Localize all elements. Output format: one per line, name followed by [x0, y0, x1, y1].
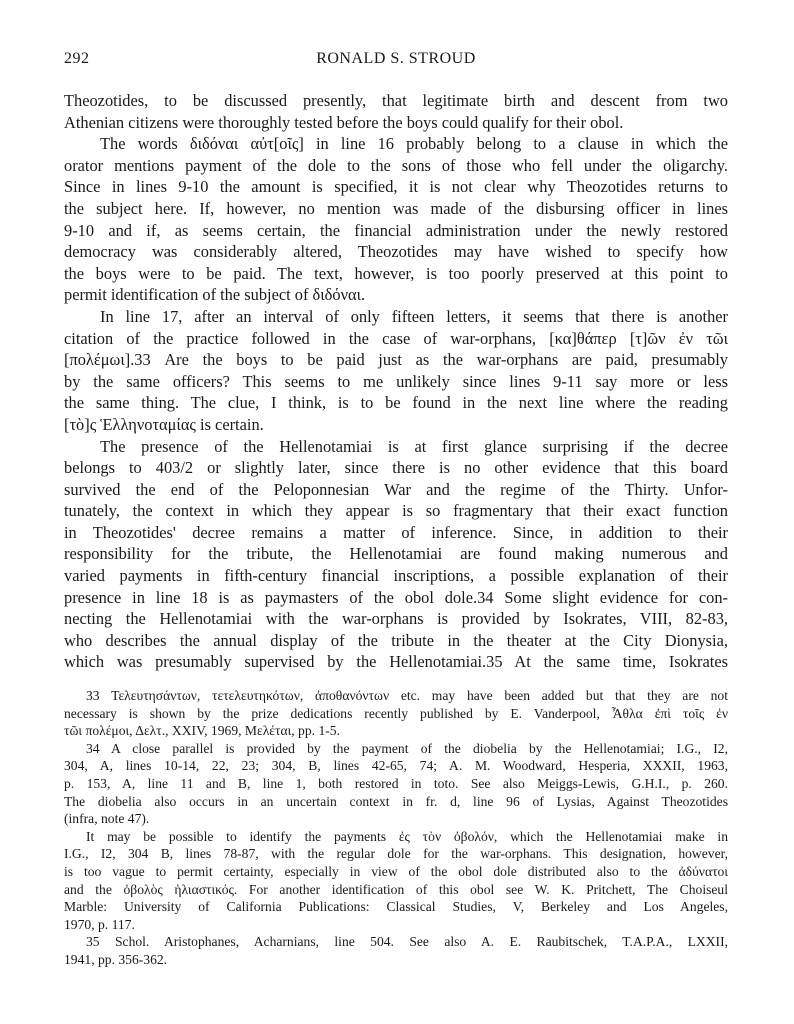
text-line: who describes the annual display of the tribute in the theater at the City Dionysia,	[64, 630, 728, 650]
footnote-line: necessary is shown by the prize dedications recently published by E. Vanderpool, Ἆθλα ἐπὶ τοῖς ἐν	[64, 705, 728, 721]
footnote-line: 1970, p. 117.	[64, 916, 135, 932]
paragraph	[64, 306, 728, 436]
text-line: the same thing. The clue, I think, is to be found in the next line where the reading	[64, 393, 728, 413]
footnote-line: 33 Τελευτησάντων, τετελευτηκότων, ἀποθανόντων etc. may have been added but that they are not	[86, 688, 728, 704]
text-line: survived the end of the Peloponnesian War and the regime of the Thirty. Unfor-	[64, 479, 728, 499]
text-line: permit identification of the subject of διδόναι.	[64, 285, 366, 305]
text-line: In line 17, after an interval of only fifteen letters, it seems that there is another	[100, 306, 728, 326]
footnote-line: 304, A, lines 10-14, 22, 23; 304, B, lines 42-65, 74; A. M. Woodward, Hesperia, XXXII, 1963,	[64, 758, 728, 774]
footnote-line: p. 153, A, line 11 and B, line 1, both restored in toto. See also Meiggs-Lewis, G.H.I., p. 260.	[64, 776, 728, 791]
footnote-line: I.G., I2, 304 B, lines 78-87, with the regular dole for the war-orphans. This designation, however,	[64, 846, 728, 862]
text-line: The words διδόναι αὐτ[οῖς] in line 16 probably belong to a clause in which the	[100, 134, 728, 154]
footnote-line: It may be possible to identify the payments ἐς τὸν ὀβολόν, which the Hellenotamiai make in	[86, 828, 728, 844]
footnote-line: is too vague to permit certainty, especially in view of the obol dole distributed also to the ἀδύνατοι	[64, 863, 728, 879]
footnotes	[64, 687, 728, 969]
text-line: responsibility for the tribute, the Hellenotamiai are found making numerous and	[64, 544, 728, 564]
text-line: varied payments in fifth-century financial inscriptions, a possible explanation of their	[64, 566, 728, 586]
footnote-line: Marble: University of California Publications: Classical Studies, V, Berkeley and Los Angeles,	[64, 899, 728, 915]
text-line: belongs to 403/2 or slightly later, since there is no other evidence that this board	[64, 458, 728, 478]
text-line: necting the Hellenotamiai with the war-orphans is provided by Isokrates, VIII, 82-83,	[64, 609, 728, 629]
text-line: [πολέμωι].33 Are the boys to be paid just as the war-orphans are paid, presumably	[64, 350, 728, 370]
page-number: 292	[64, 50, 90, 67]
paragraph	[64, 133, 728, 306]
body-text	[64, 90, 728, 673]
running-header	[64, 50, 728, 76]
text-line: the subject here. If, however, no mention was made of the disbursing officer in lines	[64, 198, 728, 218]
text-line: [τὸ]ς Ἑλληνοταμίας is certain.	[64, 414, 264, 434]
footnote-line: (infra, note 47).	[64, 811, 150, 827]
journal-page	[64, 50, 728, 969]
text-line: which was presumably supervised by the Hellenotamiai.35 At the same time, Isokrates	[64, 652, 728, 672]
footnote-line: 35 Schol. Aristophanes, Acharnians, line 504. See also A. E. Raubitschek, T.A.P.A., LXXII,	[86, 934, 728, 950]
text-line: in Theozotides' decree remains a matter of inference. Since, in addition to their	[64, 522, 728, 542]
text-line: democracy was considerably altered, Theozotides may have wished to specify how	[64, 242, 728, 262]
text-line: by the same officers? This seems to me unlikely since lines 9-11 say more or less	[64, 371, 728, 391]
footnote-line: τῶι πολέμοι, Δελτ., XXIV, 1969, Μελέται, pp. 1-5.	[64, 723, 340, 739]
footnote-line: and the ὀβολὸς ἡλιαστικός. For another identification of this obol see W. K. Pritchett, The Choiseul	[64, 881, 728, 897]
paragraph	[64, 436, 728, 674]
text-line: the boys were to be paid. The text, however, is too poorly preserved at this point to	[64, 263, 728, 283]
text-line: orator mentions payment of the dole to the sons of those who fell under the oligarchy.	[64, 155, 728, 175]
text-line: The presence of the Hellenotamiai is at first glance surprising if the decree	[100, 436, 728, 456]
footnote-line: The diobelia also occurs in an uncertain context in fr. d, line 96 of Lysias, Against Theozotides	[64, 793, 728, 809]
running-head-author: RONALD S. STROUD	[316, 50, 476, 67]
text-line: Athenian citizens were thoroughly tested before the boys could qualify for their obol.	[64, 112, 624, 132]
text-line: citation of the practice followed in the case of war-orphans, [κα]θάπερ [τ]ῶν ἐν τῶι	[64, 328, 728, 348]
text-line: tunately, the context in which they appear is so fragmentary that their exact function	[64, 501, 728, 521]
paragraph	[64, 90, 728, 133]
footnote-line: 1941, pp. 356-362.	[64, 951, 168, 967]
text-line: Since in lines 9-10 the amount is specified, it is not clear why Theozotides returns to	[64, 177, 728, 197]
text-line: Theozotides, to be discussed presently, that legitimate birth and descent from two	[64, 91, 728, 110]
footnote-line: 34 A close parallel is provided by the payment of the diobelia by the Hellenotamiai; I.G., I2,	[86, 740, 728, 756]
text-line: 9-10 and if, as seems certain, the financial administration under the newly restored	[64, 220, 728, 240]
text-line: presence in line 18 is as paymasters of the obol dole.34 Some slight evidence for con-	[64, 587, 728, 607]
